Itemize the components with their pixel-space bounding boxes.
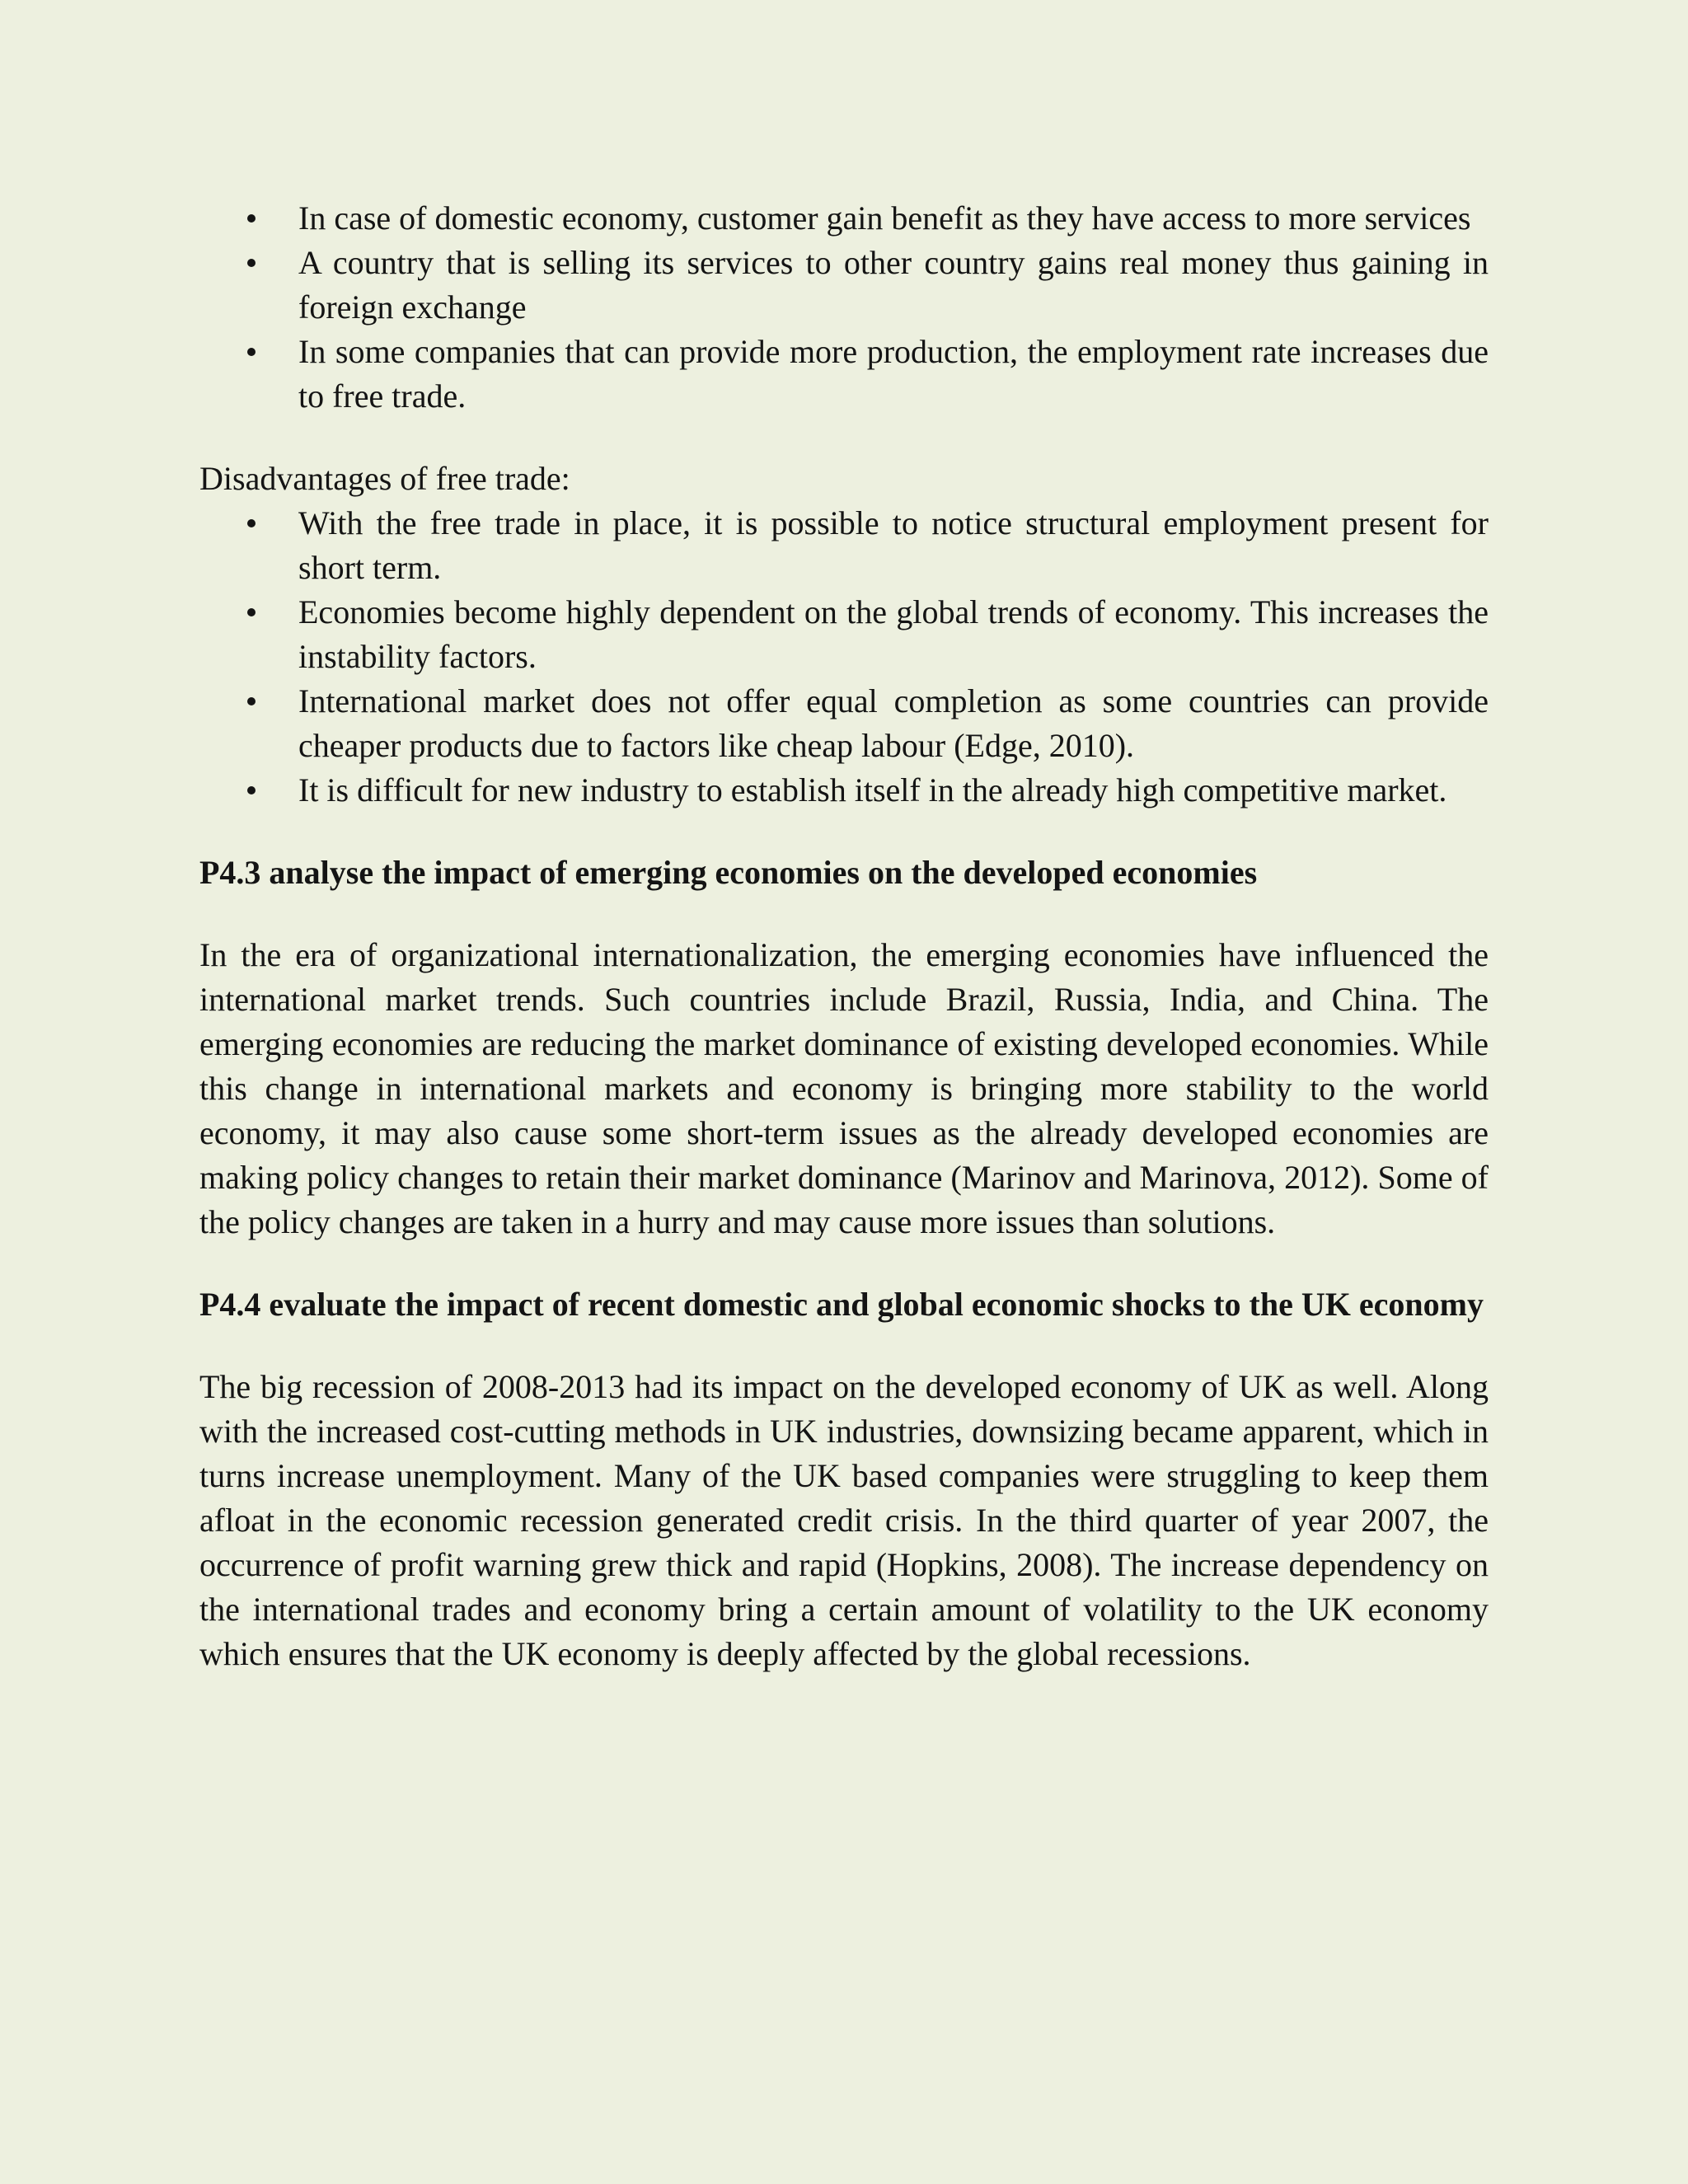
list-item [199, 501, 1489, 590]
bullet-icon [247, 697, 256, 705]
list-item [199, 679, 1489, 768]
section-heading-p4-4: P4.4 evaluate the impact of recent domestic and global economic shocks to the UK economy [199, 1286, 1484, 1323]
list-item [199, 196, 1489, 241]
list-item-text: Economies become highly dependent on the global trends of economy. This increases the instability factors. [298, 593, 1489, 675]
list-item-text: In some companies that can provide more production, the employment rate increases due to free trade. [298, 333, 1489, 415]
disadvantages-label: Disadvantages of free trade: [199, 460, 570, 497]
bullet-icon [247, 608, 256, 616]
list-item-text: It is difficult for new industry to establish itself in the already high competitive market. [298, 771, 1447, 808]
list-item-text: With the free trade in place, it is possible to notice structural employment present for short term. [298, 504, 1489, 586]
list-item [199, 590, 1489, 679]
section-body-p4-4: The big recession of 2008-2013 had its impact on the developed economy of UK as well. Along with the increased cost-cutting methods in UK industries, downsizing became apparent, which in turns increase unemployment. Many of the UK based companies were struggling to keep them afloat in the economic recession generated credit crisis. In the third quarter of year 2007, the occurrence of profit warning grew thick and rapid (Hopkins, 2008). The increase dependency on the international trades and economy bring a certain amount of volatility to the UK economy which ensures that the UK economy is deeply affected by the global recessions. [199, 1368, 1489, 1672]
advantages-list [199, 196, 1489, 419]
list-item-text: International market does not offer equal completion as some countries can provide cheaper products due to factors like cheap labour (Edge, 2010). [298, 682, 1489, 764]
bullet-icon [247, 519, 256, 527]
bullet-icon [247, 214, 256, 223]
bullet-icon [247, 348, 256, 356]
bullet-icon [247, 259, 256, 267]
bullet-icon [247, 786, 256, 794]
disadvantages-list [199, 501, 1489, 813]
list-item [199, 330, 1489, 419]
list-item [199, 241, 1489, 330]
list-item-text: In case of domestic economy, customer gain benefit as they have access to more services [298, 199, 1471, 237]
section-body-p4-3: In the era of organizational internationalization, the emerging economies have influenced the international market trends. Such countries include Brazil, Russia, India, and China. The emerging economies are reducing the market dominance of existing developed economies. While this change in international markets and economy is bringing more stability to the world economy, it may also cause some short-term issues as the already developed economies are making policy changes to retain their market dominance (Marinov and Marinova, 2012). Some of the policy changes are taken in a hurry and may cause more issues than solutions. [199, 936, 1489, 1240]
list-item-text: A country that is selling its services to other country gains real money thus gaining in foreign exchange [298, 244, 1489, 326]
list-item [199, 768, 1489, 813]
section-heading-p4-3: P4.3 analyse the impact of emerging economies on the developed economies [199, 854, 1258, 891]
